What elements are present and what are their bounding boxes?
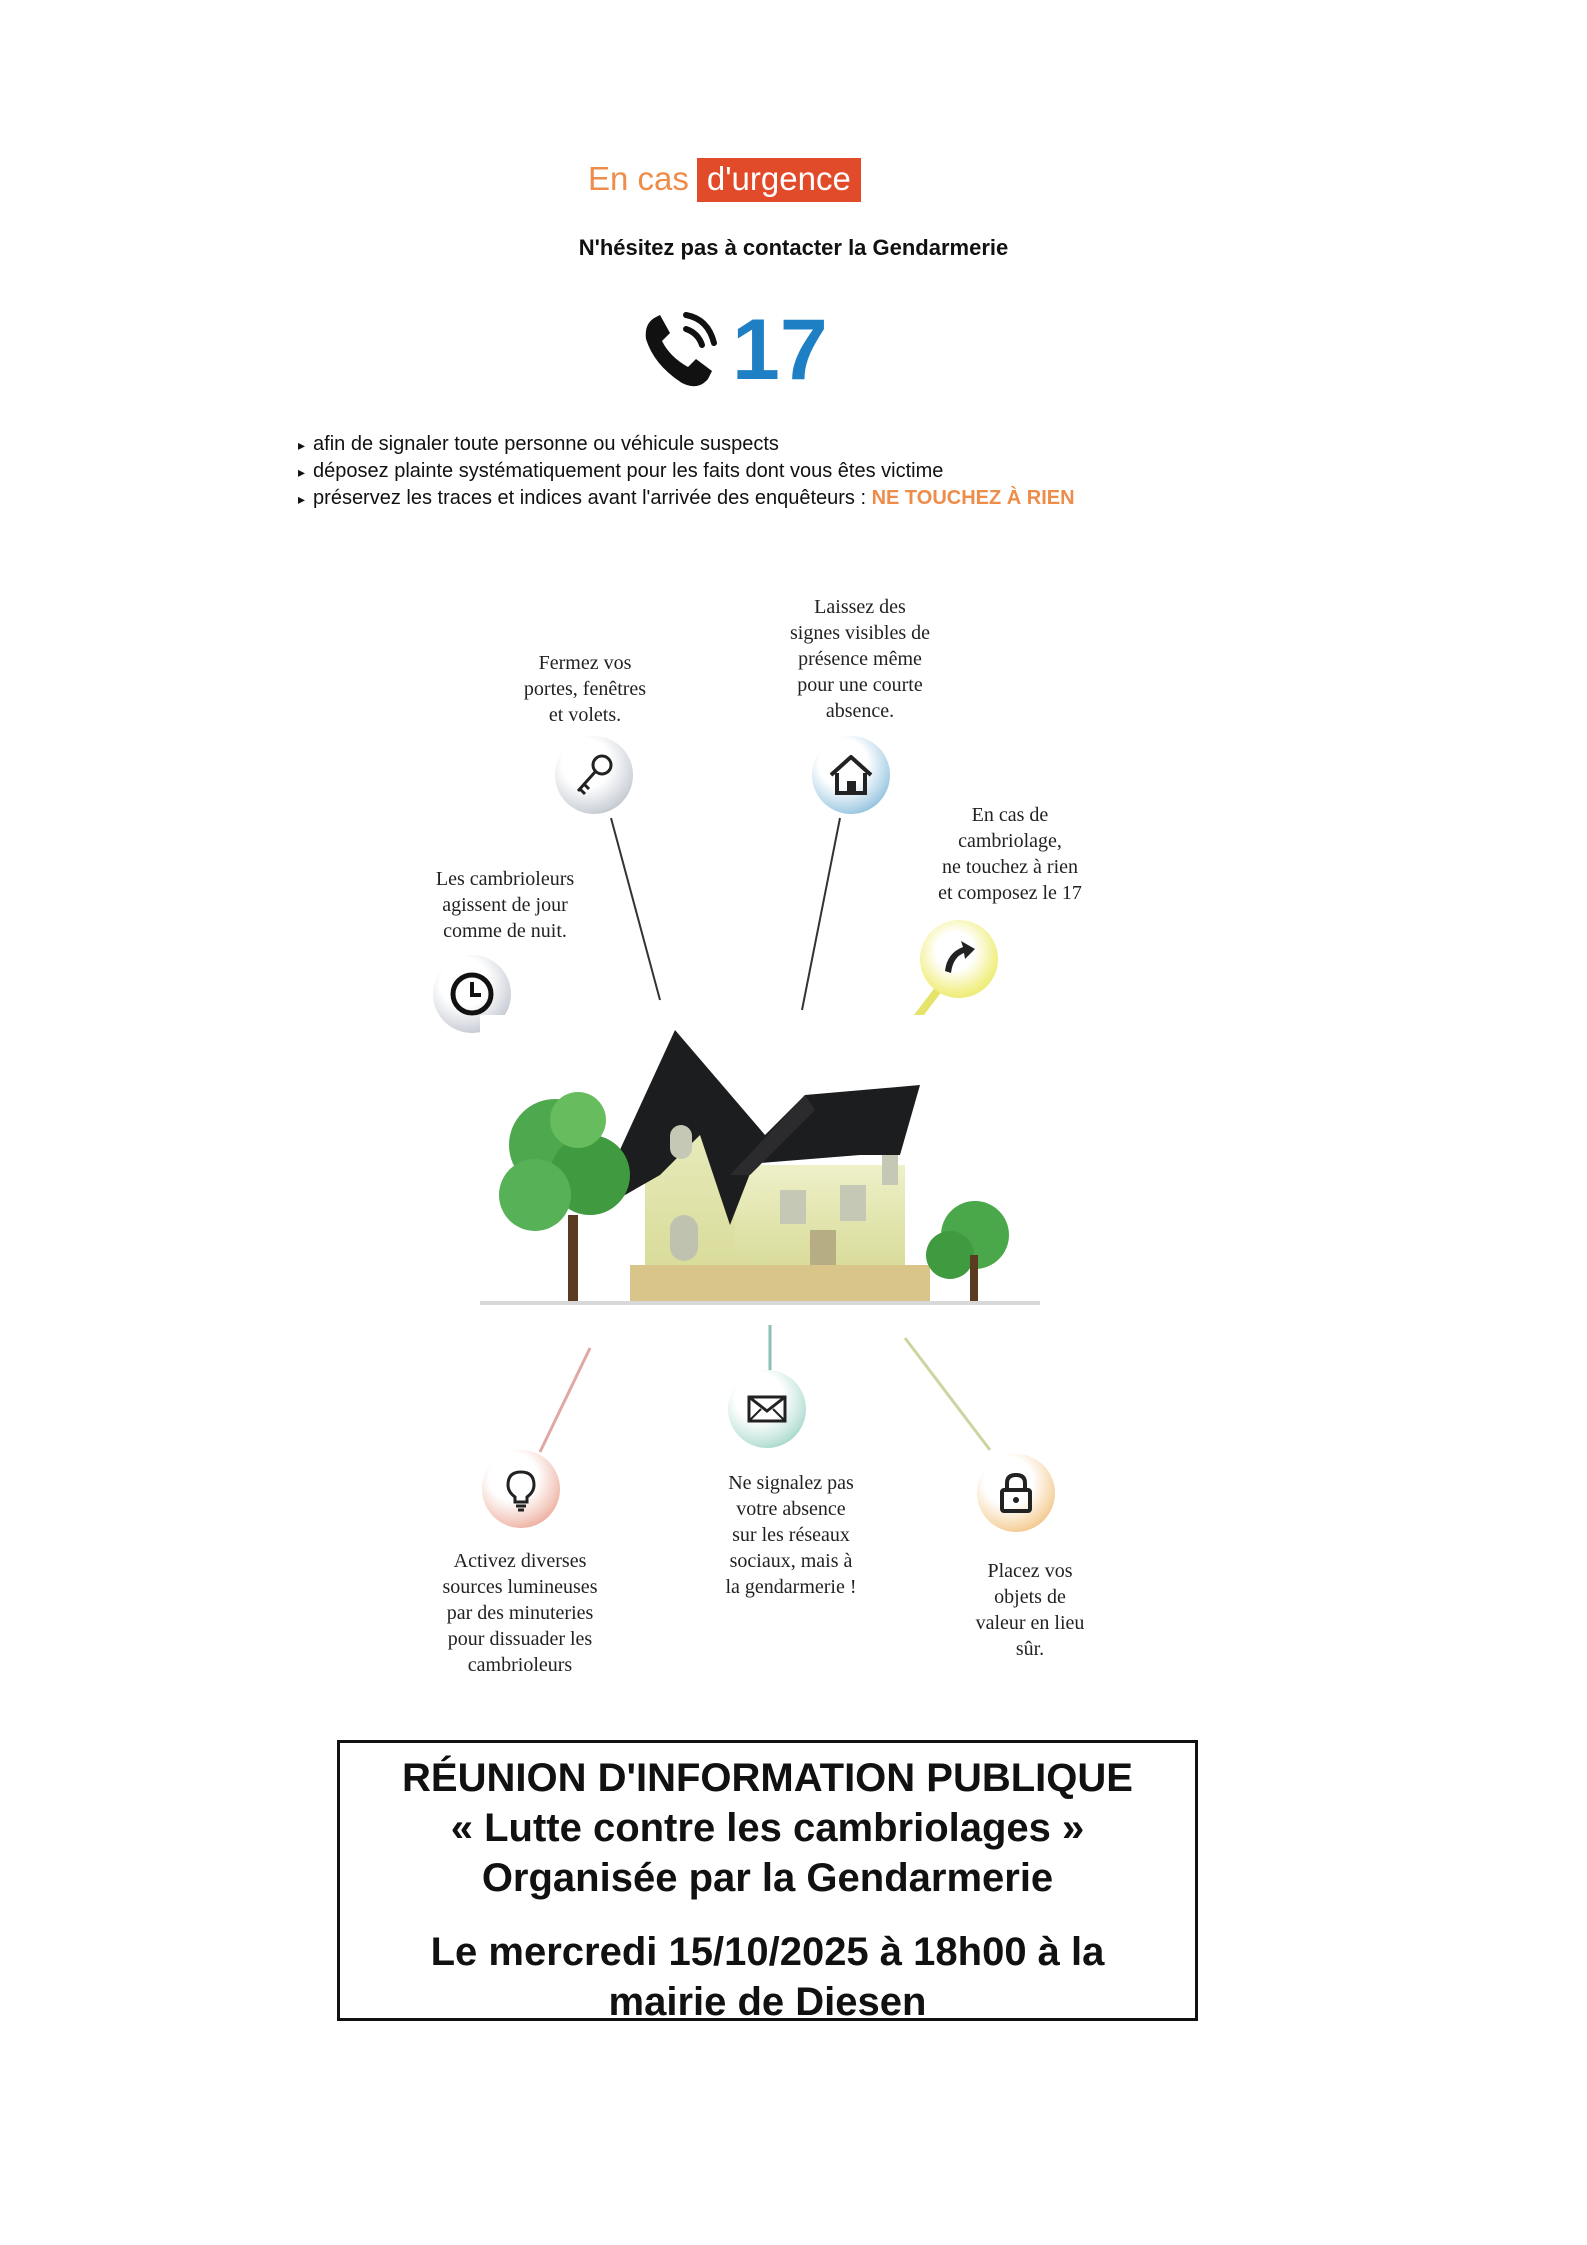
tip-line: sûr. <box>1015 1638 1045 1660</box>
tip-line: sociaux, mais à <box>729 1550 853 1572</box>
notice-location-line: mairie de Diesen <box>608 1980 927 2024</box>
tip-line: la gendarmerie ! <box>725 1576 857 1598</box>
tip-line: pour dissuader les <box>447 1628 593 1650</box>
contact-line: N'hésitez pas à contacter la Gendarmerie <box>578 235 1009 260</box>
phone-icon <box>920 920 998 998</box>
urgence-label-part2: d'urgence <box>697 158 861 202</box>
tip-line: pour une courte <box>797 674 923 696</box>
urgence-label-part1: En cas <box>588 160 689 197</box>
tip-lights <box>400 1548 640 1678</box>
tip-line: agissent de jour <box>442 894 568 916</box>
tip-line: cambriolage, <box>958 830 1062 852</box>
advice-item-text: afin de signaler toute personne ou véhicule suspects <box>313 433 779 455</box>
tip-social <box>676 1470 906 1600</box>
envelope-icon <box>728 1370 806 1448</box>
tip-line: Placez vos <box>987 1560 1073 1582</box>
do-not-touch-text: NE TOUCHEZ À RIEN <box>871 487 1075 509</box>
connector-line <box>905 1338 990 1450</box>
key-icon <box>555 736 633 814</box>
tip-line: objets de <box>994 1586 1066 1608</box>
connector-line <box>802 818 840 1010</box>
tip-line: En cas de <box>971 804 1049 826</box>
house-with-trees-illustration <box>480 1015 1040 1315</box>
tip-line: valeur en lieu <box>975 1612 1085 1634</box>
emergency-number: 17 <box>732 302 828 398</box>
padlock-icon <box>977 1454 1055 1532</box>
tip-time <box>390 866 620 944</box>
tip-line: cambrioleurs <box>467 1654 573 1676</box>
lightbulb-icon <box>482 1450 560 1528</box>
tip-presence <box>730 594 990 724</box>
tip-line: et composez le 17 <box>938 882 1082 904</box>
tip-line: votre absence <box>736 1498 846 1520</box>
house-icon <box>812 736 890 814</box>
tip-line: ne touchez à rien <box>941 856 1079 878</box>
tip-line: et volets. <box>548 704 622 726</box>
advice-item-text: déposez plainte systématiquement pour les faits dont vous êtes victime <box>313 460 944 482</box>
tip-line: Les cambrioleurs <box>435 868 575 890</box>
tip-line: Activez diverses <box>453 1550 587 1572</box>
tip-line: Fermez vos <box>538 652 632 674</box>
tip-line: signes visibles de <box>790 622 930 644</box>
tip-call <box>890 802 1130 906</box>
tip-line: sur les réseaux <box>732 1524 850 1546</box>
connector-line <box>540 1348 590 1452</box>
tip-line: Ne signalez pas <box>728 1472 854 1494</box>
tip-line: présence même <box>798 648 922 670</box>
notice-subtitle: « Lutte contre les cambriolages » <box>450 1806 1085 1850</box>
tip-doors <box>475 650 695 728</box>
tip-line: Laissez des <box>814 596 906 618</box>
public-meeting-notice <box>337 1740 1198 2024</box>
tip-line: comme de nuit. <box>443 920 567 942</box>
tip-line: absence. <box>825 700 895 722</box>
notice-title: RÉUNION D'INFORMATION PUBLIQUE <box>402 1756 1133 1800</box>
notice-organizer: Organisée par la Gendarmerie <box>481 1856 1054 1900</box>
tip-line: par des minuteries <box>446 1602 594 1624</box>
notice-date-line: Le mercredi 15/10/2025 à 18h00 à la <box>430 1930 1105 1974</box>
tip-line: sources lumineuses <box>442 1576 598 1598</box>
tip-valuables <box>930 1558 1130 1662</box>
tip-line: portes, fenêtres <box>523 678 647 700</box>
advice-item-text: préservez les traces et indices avant l'arrivée des enquêteurs : <box>313 487 867 509</box>
